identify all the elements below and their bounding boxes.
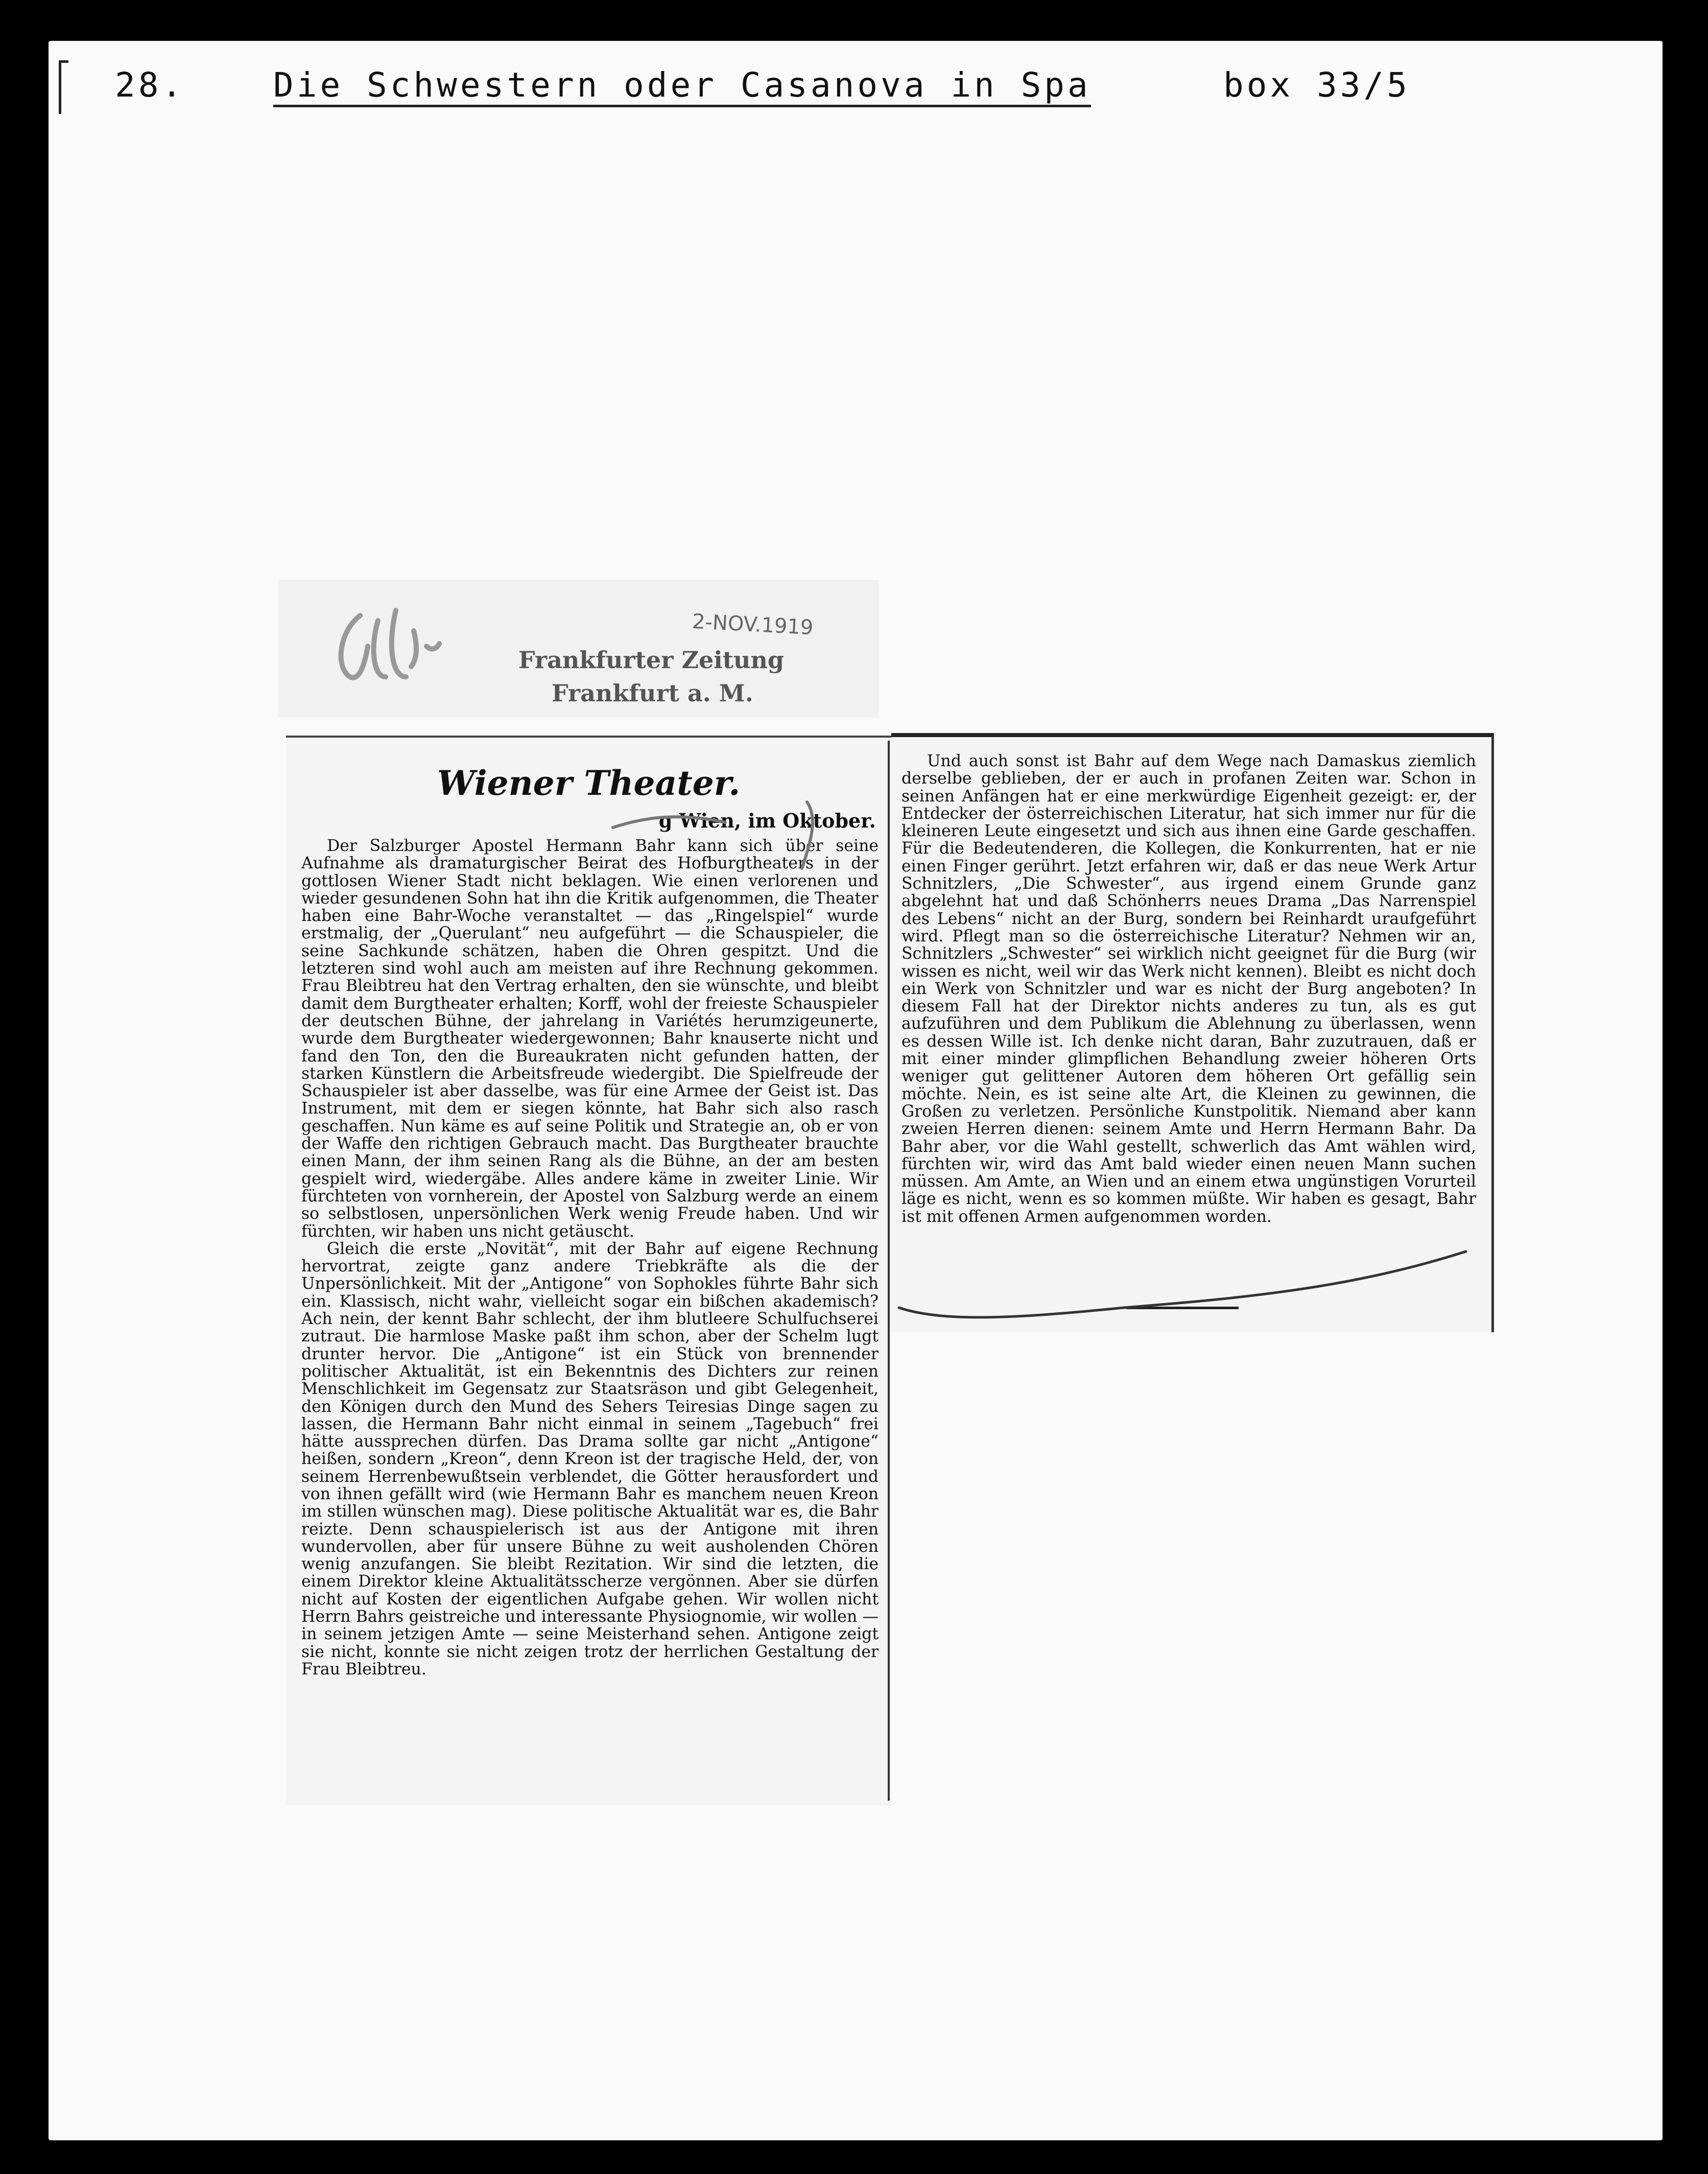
folder-number: 28.	[115, 65, 185, 105]
newspaper-name: Frankfurter Zeitung	[518, 646, 785, 674]
newspaper-city: Frankfurt a. M.	[552, 679, 753, 707]
corner-bracket	[59, 60, 68, 114]
paragraph: Und auch sonst ist Bahr auf dem Wege nach Damaskus ziemlich derselbe geblieben, der er auch in profanen Zeiten war. Schon in seinen Anfängen hat er eine merkwürdige Eigenheit gezeigt: er, der Entdecker der österreichischen Literatur, hat sich immer nur für die kleineren Leute eingesetzt und sich aus ihnen eine Garde geschaffen. Für die Bedeutenderen, die Kollegen, die Konkurrenten, hat er nie einen Finger gerührt. Jetzt erfahren wir, daß er das neue Werk Artur Schnitzlers, „Die Schwester“, aus irgend einem Grunde ganz abgelehnt hat und daß Schönherrs neues Drama „Das Narrenspiel des Lebens“ nicht an der Burg, sondern bei Reinhardt uraufgeführt wird. Pflegt man so die österreichische Literatur? Nehmen wir an, Schnitzlers „Schwester“ sei wirklich nicht geeignet für die Burg (wir wissen es nicht, weil wir das Werk nicht kennen). Bleibt es nicht doch ein Werk von Schnitzler und war es nicht der Burg angeboten? In diesem Fall hat der Direktor nichts anderes zu tun, als es gut aufzuführen und dem Publikum die Ablehnung zu überlassen, wenn es dessen Wille ist. Ich denke nicht daran, Bahr zuzutrauen, daß er mit einer minder glimpflichen Behandlung zweier höheren Orts weniger gut gelittener Autoren dem höheren Ort gefällig sein möchte. Nein, es ist seine alte Art, die Kleinen zu gewinnen, die Großen zu verletzen. Persönliche Kunstpolitik. Niemand aber kann zweien Herren dienen: seinem Amte und Herrn Hermann Bahr. Da Bahr aber, vor die Wahl gestellt, schwerlich das Amt wählen wird, fürchten wir, wird das Amt bald wieder einen neuen Mann suchen müssen. Am Amte, an Wien und an einem etwa ungünstigen Vorurteil läge es nicht, wenn es so kommen müßte. Wir haben es gesagt, Bahr ist mit offenen Armen aufgenommen worden.	[902, 752, 1476, 1226]
clipping-stamp	[278, 580, 879, 718]
paragraph: Der Salzburger Apostel Hermann Bahr kann sich über seine Aufnahme als dramaturgischer Beirat des Hofburgtheaters in der gottlosen Wiener Stadt nicht beklagen. Wie einen verlorenen und wieder gesundenen Sohn hat ihn die Kritik aufgenommen, die Theater haben eine Bahr-Woche veranstaltet — das „Ringelspiel“ wurde erstmalig, der „Querulant“ neu aufgeführt — die Schauspieler, die seine Sachkunde schätzen, haben die Ohren gespitzt. Und die letzteren sind wohl auch am meisten auf ihre Rechnung gekommen. Frau Bleibtreu hat den Vertrag erhalten, den sie wünschte, und bleibt damit dem Burgtheater erhalten; Korff, wohl der freieste Schauspieler der deutschen Bühne, der jahrelang in Variétés herumzigeunerte, wurde dem Burgtheater wiedergewonnen; Bahr knauserte nicht und fand den Ton, den die Bureaukraten nicht gefunden hatten, der starken Künstlern die Arbeitsfreude wiedergibt. Die Spielfreude der Schauspieler ist aber dasselbe, was für eine Armee der Geist ist. Das Instrument, mit dem er siegen könnte, hat Bahr sich also rasch geschaffen. Nun käme es auf seine Politik und Strategie an, ob er von der Waffe den richtigen Gebrauch macht. Das Burgtheater brauchte einen Mann, der ihm seinen Rang als die Bühne, an der am besten gespielt wird, wiedergäbe. Alles andere käme in zweiter Linie. Wir fürchteten von vornherein, der Apostel von Salzburg werde an einem so selbstlosen, unpersönlichen Werk wenig Freude haben. Und wir fürchten, wir haben uns nicht getäuscht.	[301, 837, 879, 1241]
clipping-left-column	[286, 736, 891, 1805]
stamp-date: 2-NOV.1919	[691, 609, 814, 640]
clipping-right-column	[891, 733, 1494, 1332]
article-title: Wiener Theater.	[437, 763, 741, 803]
paragraph: Gleich die erste „Novität“, mit der Bahr auf eigene Rechnung hervortrat, zeigte ganz andere Triebkräfte als die der Unpersönlichkeit. Mit der „Antigone“ von Sophokles führte Bahr sich ein. Klassisch, nicht wahr, vielleicht sogar ein bißchen akademisch? Ach nein, der kennt Bahr schlecht, der ihm blutleere Schulfuchserei zutraut. Die harmlose Maske paßt ihm schon, aber der Schelm lugt drunter hervor. Die „Antigone“ ist ein Stück von brennender politischer Aktualität, ist ein Bekenntnis des Dichters zur reinen Menschlichkeit im Gegensatz zur Staatsräson und gibt Gelegenheit, den Königen durch den Mund des Sehers Teiresias Dinge sagen zu lassen, die Hermann Bahr nicht einmal in seinem „Tagebuch“ frei hätte aussprechen dürfen. Das Drama sollte gar nicht „Antigone“ heißen, sondern „Kreon“, denn Kreon ist der tragische Held, der, von seinem Herrenbewußtsein verblendet, die Götter herausfordert und von ihnen gefällt wird (wie Hermann Bahr es manchem neuen Kreon im stillen wünschen mag). Diese politische Aktualität war es, die Bahr reizte. Denn schauspielerisch ist aus der Antigone mit ihren wundervollen, aber für unsere Bühne zu weit ausholenden Chören wenig anzufangen. Sie bleibt Rezitation. Wir sind die letzten, die einem Direktor kleine Aktualitätsscherze vergönnen. Aber sie dürfen nicht auf Kosten der eigentlichen Aufgabe gehen. Wir wollen nicht Herrn Bahrs geistreiche und interessante Physiognomie, wir wollen — in seinem jetzigen Amte — seine Meisterhand sehen. Antigone zeigt sie nicht, konnte sie nicht zeigen trotz der herrlichen Gestaltung der Frau Bleibtreu.	[301, 1239, 879, 1679]
column-rule	[888, 741, 890, 1801]
folder-title: Die Schwestern oder Casanova in Spa	[273, 65, 1091, 107]
right-column-text	[902, 752, 1476, 1225]
box-number: box 33/5	[1223, 65, 1410, 105]
end-rule	[1126, 1307, 1239, 1309]
archive-header	[59, 65, 1438, 111]
handwritten-initials	[329, 600, 447, 692]
left-column-text	[301, 837, 879, 1678]
article-dateline: g Wien, im Oktober.	[658, 809, 876, 832]
